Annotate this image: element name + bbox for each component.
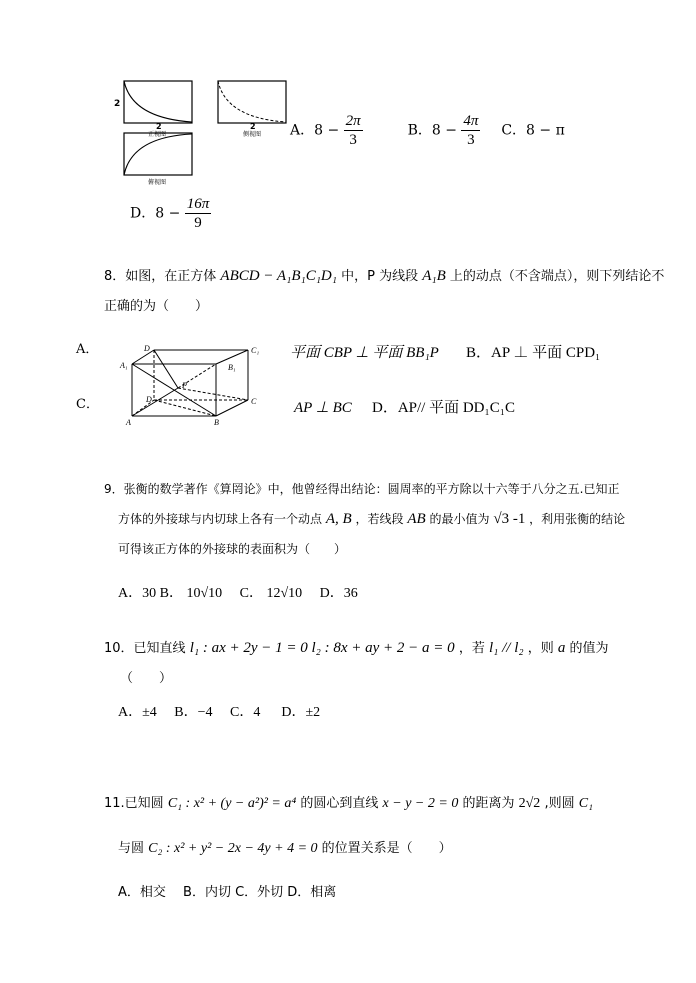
cube-label-p: P: [182, 381, 187, 390]
q7-option-a-den: 3: [349, 132, 357, 148]
q11-text-b: 的圆心到直线: [300, 796, 379, 811]
q9-line2-ab: A, B: [325, 511, 352, 527]
q8-option-b: B．AP ⊥ 平面 CPD₁: [466, 345, 601, 361]
q9-line3: 可得该正方体的外接球的表面积为（ ）: [118, 542, 347, 556]
q7-option-b-label: B．8 −: [407, 122, 457, 139]
q8-stem-text1: 8．如图，在正方体: [104, 269, 217, 284]
side-view-box: [218, 81, 286, 123]
front-view-box: [124, 81, 192, 123]
cube-label-a1: A₁: [120, 361, 128, 370]
q7-option-b-den: 3: [467, 132, 475, 148]
cube-label-b1: B₁: [228, 363, 236, 372]
q11-distance: 2√2: [518, 796, 541, 811]
q11-circle-c1: C₁ : x² + (y − a²)² = a⁴: [167, 796, 297, 811]
q8-stem-line2: 正确的为（ ）: [104, 299, 209, 314]
q7-option-c: C．8 − π: [501, 122, 565, 139]
q9-line2: [118, 511, 625, 527]
q10-var-a: a: [557, 640, 566, 656]
cube-label-a: A: [126, 418, 131, 426]
q11-text-e: 与圆: [118, 841, 145, 856]
q8-stem-line1: [104, 268, 664, 285]
q10-options: A．±4 B．−4 C．4 D．±2: [118, 705, 321, 720]
cube-label-d1: D: [144, 344, 150, 353]
side-view-label: 侧视图: [243, 131, 262, 138]
q7-option-d-label: D．8 −: [130, 205, 181, 222]
q11-text-f: 的位置关系是（ ）: [321, 841, 452, 856]
q7-option-b-frac: [461, 112, 480, 149]
front-view-curve: [124, 81, 192, 122]
q9-line2-seg: AB: [407, 511, 426, 527]
q11-line1: [104, 795, 593, 813]
q9-line1: 9．张衡的数学著作《算罔论》中，他曾经得出结论：圆周率的平方除以十六等于八分之五.已知正: [104, 482, 620, 496]
q7-option-d-num: 16π: [186, 196, 210, 212]
q10-text-d: 的值为: [569, 641, 609, 656]
q8-option-a: 平面 CBP ⊥ 平面 BB₁P: [290, 345, 439, 361]
q8-stem-segment: A₁B: [422, 268, 446, 284]
q7-option-d-frac: [185, 195, 212, 232]
side-view-width: 2: [250, 122, 256, 131]
top-view-label: 俯视图: [148, 179, 167, 186]
q9-line2-text-a: 方体的外接球与内切球上各有一个动点: [118, 512, 323, 526]
q7-option-a-label: A．8 −: [290, 122, 340, 139]
front-view-height: 2: [114, 99, 121, 109]
q11-text-d: ,则圆: [544, 796, 575, 811]
q8-label-c: C．: [76, 397, 99, 412]
cube-label-c: C: [251, 397, 257, 406]
cube-label-b: B: [214, 418, 219, 426]
q7-options-abc: [290, 112, 565, 149]
cube-label-c1: C₁: [251, 346, 260, 355]
q11-line2: [118, 840, 452, 858]
q9-line2-text-c: 的最小值为: [429, 512, 490, 526]
q10-text-b: ，若: [458, 641, 485, 656]
q7-option-b-num: 4π: [463, 113, 479, 129]
q11-line-eq: x − y − 2 = 0: [382, 796, 459, 811]
q10-text-c: ，则: [527, 641, 554, 656]
cube-label-d: D: [146, 395, 152, 404]
q10-line2: （ ）: [120, 671, 173, 686]
q11-text-a: 11.已知圆: [104, 796, 164, 811]
q11-text-c: 的距离为: [462, 796, 515, 811]
q8-option-c: AP ⊥ BC: [294, 400, 352, 416]
q11-c1-ref: C₁: [578, 796, 593, 811]
q7-option-a-num: 2π: [345, 113, 361, 129]
q8-stem-cube: ABCD − A₁B₁C₁D₁: [220, 268, 337, 284]
q7-option-d: [130, 195, 211, 232]
q8-stem-text3: 上的动点（不含端点），则下列结论不: [449, 269, 665, 284]
q9-line2-value: √3 -1: [493, 511, 526, 527]
q10-text-a: 10．已知直线: [104, 641, 186, 656]
q9-line2-text-d: ，利用张衡的结论: [529, 512, 626, 526]
side-view-curve: [218, 81, 286, 122]
three-view-figure: [110, 76, 290, 186]
q10-lines: l₁ : ax + 2y − 1 = 0 l₂ : 8x + ay + 2 − a = 0: [189, 640, 455, 656]
q7-option-a-frac: [344, 112, 363, 149]
q8-label-a: A．: [76, 342, 99, 357]
q10-line1: [104, 639, 609, 658]
top-view-curve: [124, 134, 192, 175]
q8-stem-text2: 中，P 为线段: [341, 269, 419, 284]
front-view-width: 2: [156, 122, 162, 131]
q9-line2-text-b: ，若线段: [355, 512, 404, 526]
q10-parallel: l₁ // l₂: [488, 640, 524, 656]
q11-circle-c2: C₂ : x² + y² − 2x − 4y + 4 = 0: [148, 841, 318, 856]
q11-options: A．相交 B．内切 C．外切 D．相离: [118, 885, 337, 900]
front-view-label: 正视图: [148, 131, 167, 138]
cube-figure: [118, 344, 268, 426]
q8-option-d: D．AP// 平面 DD₁C₁C: [372, 400, 515, 416]
q7-option-d-den: 9: [194, 215, 202, 231]
q9-options: A．30 B． 10√10 C． 12√10 D．36: [118, 586, 358, 601]
